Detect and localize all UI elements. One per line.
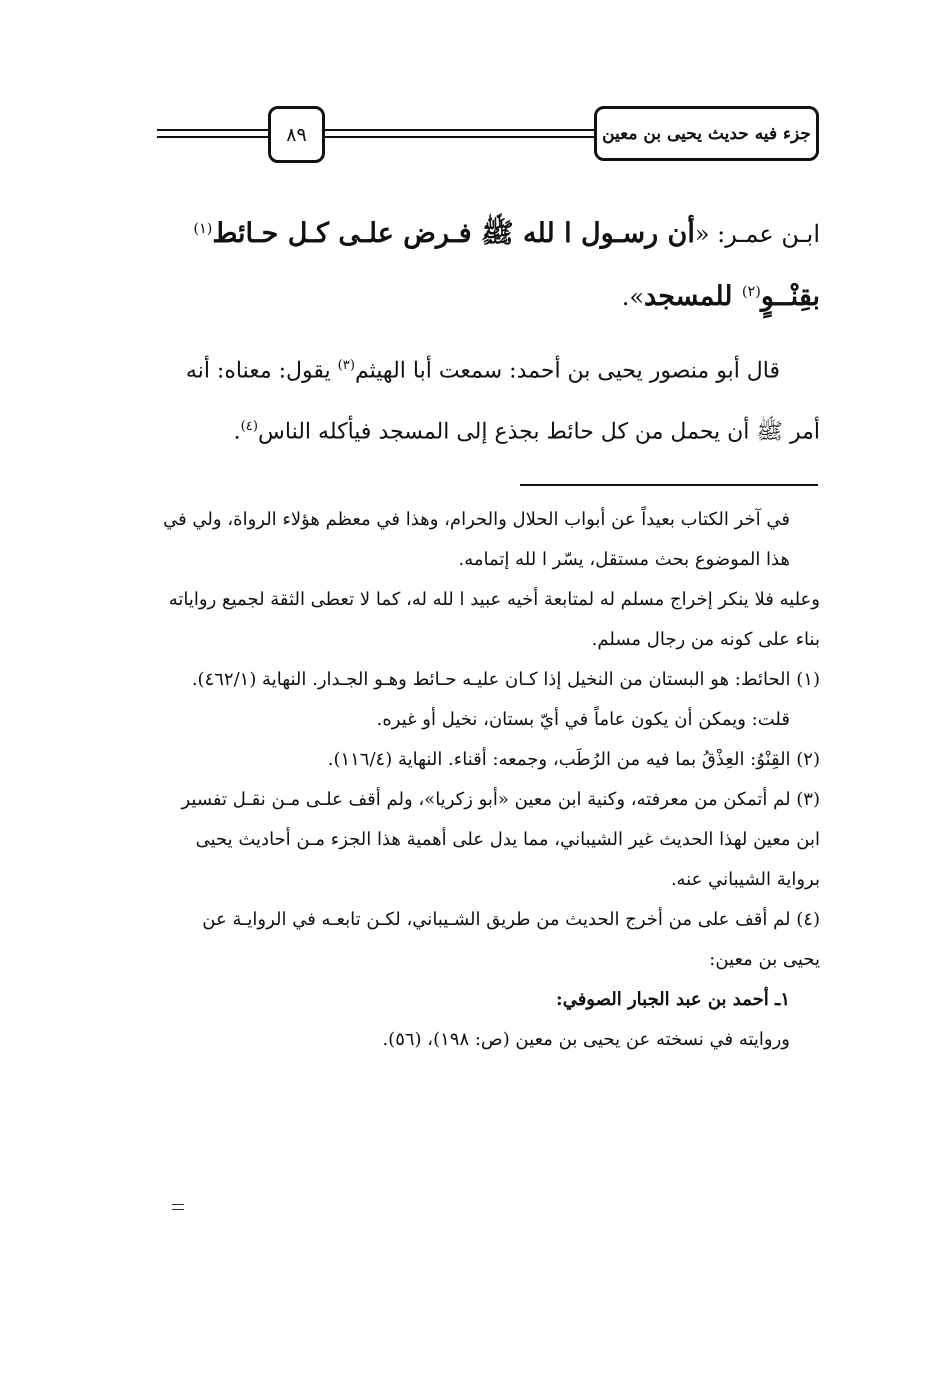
hadith-text-2: بقِنْــوٍ [760,281,820,312]
header-rule-right-top [325,129,595,131]
commentary-text-1: قال أبو منصور يحيى بن أحمد: سمعت أبا الهيثم [355,358,780,384]
header-rule-left-top [157,129,269,131]
header-rule-right-bottom [325,136,595,138]
hadith-text-3: للمسجد [644,281,742,312]
commentary-end: . [233,419,241,445]
footnote-ref-4: (٤) [240,419,259,435]
hadith-end: ». [621,283,645,311]
footnote-1-note: قلت: ويمكن أن يكون عاماً في أيّ بستان، نخيل أو غيره. [376,709,790,730]
book-title-box [594,106,819,161]
footnote-continuation-2: وعليه فلا ينكر إخراج مسلم له لمتابعة أخيه عبيد ا لله له، كما لا تعطى الثقة لجميع رواياته بناء على كونه من رجال مسلم. [168,589,820,650]
header-rule-left-bottom [157,136,269,138]
footnote-ref-2: (٢) [741,284,761,300]
page-number: ٨٩ [286,123,307,146]
hadith-paragraph [160,200,820,326]
footnote-3: (٣) لم أتمكن من معرفته، وكنية ابن معين «أبو زكريا»، ولم أقف علـى مـن نقـل تفسير ابن معين لهذا الحديث غير الشيباني، مما يدل على أهمية هذا الجزء مـن أحاديث يحيى برواية الشيباني عنه. [181,789,820,890]
commentary-text-2: يقول: معناه: أنه أمر ﷺ أن يحمل من كل حائط بجذع إلى المسجد فيأكله الناس [185,358,820,445]
footnote-ref-3: (٣) [337,358,356,373]
footnote-1: (١) الحائط: هو البستان من النخيل إذا كـان عليـه حـائط وهـو الجـدار. النهاية (٤٦٢/١). [191,669,820,690]
footnote-separator [520,484,818,486]
footnotes-section [160,500,820,1060]
hadith-lead: ابـن عمـر: « [694,220,820,248]
commentary-paragraph [160,338,820,461]
footnote-4-sub-heading: ١ـ أحمد بن عبد الجبار الصوفي: [556,989,790,1010]
continuation-mark [172,1204,184,1210]
hadith-text: أن رسـول ا لله ﷺ فـرض علـى كـل حـائط [212,218,695,249]
book-title: جزء فيه حديث يحيى بن معين [602,123,811,144]
footnote-continuation-1: في آخر الكتاب بعيداً عن أبواب الحلال والحرام، وهذا في معظم هؤلاء الرواة، ولي في هذا الموضوع بحث مستقل، يسّر ا لله إتمامه. [163,509,790,570]
page-header [0,0,943,180]
footnote-4: (٤) لم أقف على من أخرج الحديث من طريق الشـيباني، لكـن تابعـه في الروايـة عن يحيى بن معين: [202,909,820,970]
page-number-box [268,106,325,163]
footnote-ref-1: (١) [193,221,213,237]
footnote-4-sub-text: وروايته في نسخته عن يحيى بن معين (ص: ١٩٨)، (٥٦). [382,1029,790,1050]
footnote-2: (٢) القِنْوُ: العِذْقُ بما فيه من الرُطَب، وجمعه: أقناء. النهاية (١١٦/٤). [327,749,820,770]
